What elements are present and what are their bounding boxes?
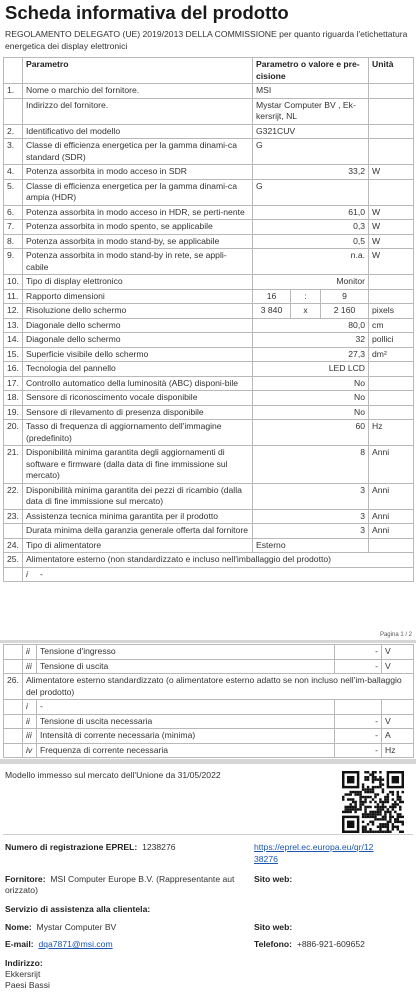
table-row bbox=[4, 376, 414, 391]
row-value: 33,2 bbox=[253, 165, 369, 180]
header-param: Parametro bbox=[23, 58, 253, 84]
row-parameter: Assistenza tecnica minima garantita per il prodotto bbox=[23, 509, 253, 524]
sub-index: iii bbox=[23, 729, 37, 744]
sub-value: - bbox=[335, 729, 382, 744]
row-value: G bbox=[253, 179, 369, 205]
row-unit: Anni bbox=[369, 509, 414, 524]
empty-cell bbox=[4, 645, 23, 660]
row-value: Mystar Computer BV , Ek-kersrijt, NL bbox=[253, 98, 369, 124]
supplier-site-label: Sito web: bbox=[254, 874, 293, 884]
sub-unit: V bbox=[382, 714, 414, 729]
market-date: Modello immesso sul mercato dell'Unione da 31/05/2022 bbox=[5, 770, 221, 780]
supplier-value: MSI Computer Europe B.V. (Rappresentante aut bbox=[50, 874, 235, 884]
empty-cell bbox=[4, 659, 23, 674]
row-parameter: Potenza assorbita in modo acceso in HDR, se perti-nente bbox=[23, 205, 253, 220]
row-value: 3 bbox=[253, 524, 369, 539]
row-number: 4. bbox=[4, 165, 23, 180]
row-parameter: Diagonale dello schermo bbox=[23, 333, 253, 348]
row-number: 2. bbox=[4, 124, 23, 139]
row-unit: pixels bbox=[369, 304, 414, 319]
table-header-row bbox=[4, 58, 414, 84]
sub-value: - bbox=[335, 645, 382, 660]
row-number: 20. bbox=[4, 420, 23, 446]
row-unit: W bbox=[369, 249, 414, 275]
empty-cell bbox=[4, 567, 23, 582]
resolution-separator: x bbox=[291, 304, 321, 319]
row-number: 8. bbox=[4, 234, 23, 249]
row-number: 23. bbox=[4, 509, 23, 524]
row-number: 1. bbox=[4, 84, 23, 99]
sub-row bbox=[4, 645, 414, 660]
sub-parameter: Tensione di uscita bbox=[37, 659, 335, 674]
divider bbox=[3, 834, 413, 835]
row-parameter: Potenza assorbita in modo spento, se applicabile bbox=[23, 220, 253, 235]
row-number: 19. bbox=[4, 405, 23, 420]
row-unit bbox=[369, 275, 414, 290]
eprel-link[interactable]: https://eprel.ec.europa.eu/qr/12 38276 bbox=[254, 842, 374, 864]
row-value: 8 bbox=[253, 446, 369, 484]
sub-row bbox=[4, 659, 414, 674]
sub-parameter: - bbox=[40, 568, 43, 579]
sub-unit bbox=[382, 700, 414, 715]
page-separator bbox=[0, 640, 416, 643]
row-unit bbox=[369, 139, 414, 165]
row-parameter: Durata minima della garanzia generale offerta dal fornitore bbox=[23, 524, 253, 539]
row-parameter: Diagonale dello schermo bbox=[23, 318, 253, 333]
row-25-sub bbox=[4, 567, 414, 582]
address-line-1: Ekkersrijt bbox=[5, 969, 41, 979]
page-title: Scheda informativa del prodotto bbox=[5, 2, 289, 23]
name-value: Mystar Computer BV bbox=[36, 922, 117, 932]
row-parameter: Alimentatore esterno standardizzato (o alimentatore esterno adatto se non incluso nell'im-ballaggio del prodotto) bbox=[23, 674, 414, 700]
supplier-label: Fornitore: bbox=[5, 874, 46, 884]
sub-unit: Hz bbox=[382, 743, 414, 758]
row-number: 14. bbox=[4, 333, 23, 348]
row-number: 26. bbox=[4, 674, 23, 700]
row-number: 10. bbox=[4, 275, 23, 290]
page-number: Pagina 1 / 2 bbox=[379, 632, 412, 638]
row-parameter: Potenza assorbita in modo stand-by in rete, se appli-cabile bbox=[23, 249, 253, 275]
address-label: Indirizzo: bbox=[5, 958, 43, 968]
row-parameter: Classe di efficienza energetica per la gamma dinami-ca ampia (HDR) bbox=[23, 179, 253, 205]
empty-cell bbox=[4, 743, 23, 758]
row-unit: Hz bbox=[369, 420, 414, 446]
table-row bbox=[4, 84, 414, 99]
row-unit bbox=[369, 391, 414, 406]
row-number: 11. bbox=[4, 289, 23, 304]
row-value: No bbox=[253, 391, 369, 406]
sub-index: iii bbox=[23, 659, 37, 674]
row-parameter: Potenza assorbita in modo acceso in SDR bbox=[23, 165, 253, 180]
row-number: 16. bbox=[4, 362, 23, 377]
phone-label: Telefono: bbox=[254, 939, 293, 949]
resolution-a: 3 840 bbox=[253, 304, 291, 319]
sub-value bbox=[335, 700, 382, 715]
row-unit bbox=[369, 289, 414, 304]
table-row bbox=[4, 234, 414, 249]
row-unit: cm bbox=[369, 318, 414, 333]
table-row bbox=[4, 347, 414, 362]
row-unit bbox=[369, 405, 414, 420]
row-value: Esterno bbox=[253, 538, 369, 553]
sub-index: ii bbox=[23, 645, 37, 660]
row-number bbox=[4, 98, 23, 124]
table-row bbox=[4, 524, 414, 539]
row-parameter: Alimentatore esterno (non standardizzato e incluso nell'imballaggio del prodotto) bbox=[23, 553, 414, 568]
table-row bbox=[4, 446, 414, 484]
row-value: G bbox=[253, 139, 369, 165]
ratio-separator: : bbox=[291, 289, 321, 304]
row-value: No bbox=[253, 405, 369, 420]
row-unit bbox=[369, 98, 414, 124]
table-row bbox=[4, 538, 414, 553]
ratio-a: 16 bbox=[253, 289, 291, 304]
row-parameter: Identificativo del modello bbox=[23, 124, 253, 139]
row-unit: Anni bbox=[369, 483, 414, 509]
row-parameter: Potenza assorbita in modo stand-by, se applicabile bbox=[23, 234, 253, 249]
row-parameter: Nome o marchio del fornitore. bbox=[23, 84, 253, 99]
row-number: 25. bbox=[4, 553, 23, 568]
sub-row bbox=[4, 700, 414, 715]
row-26 bbox=[4, 674, 414, 700]
row-unit: Anni bbox=[369, 446, 414, 484]
eprel-number: 1238276 bbox=[142, 842, 176, 852]
row-number: 18. bbox=[4, 391, 23, 406]
row-unit bbox=[369, 376, 414, 391]
table-row bbox=[4, 405, 414, 420]
row-value: 3 bbox=[253, 483, 369, 509]
sub-index: iv bbox=[23, 743, 37, 758]
row-parameter: Tecnologia del pannello bbox=[23, 362, 253, 377]
row-value: n.a. bbox=[253, 249, 369, 275]
email-label: E-mail: bbox=[5, 939, 34, 949]
row-unit: W bbox=[369, 165, 414, 180]
row-unit: W bbox=[369, 220, 414, 235]
table-row bbox=[4, 139, 414, 165]
sub-row bbox=[4, 714, 414, 729]
row-parameter: Disponibilità minima garantita degli aggiornamenti di software e firmware (dalla data di fine immissione sul mercato) bbox=[23, 446, 253, 484]
table-row bbox=[4, 362, 414, 377]
name-label: Nome: bbox=[5, 922, 32, 932]
sub-parameter: Tensione di uscita necessaria bbox=[37, 714, 335, 729]
row-parameter: Tasso di frequenza di aggiornamento dell'immagine (predefinito) bbox=[23, 420, 253, 446]
row-parameter: Sensore di rilevamento di presenza disponibile bbox=[23, 405, 253, 420]
row-parameter: Sensore di riconoscimento vocale disponibile bbox=[23, 391, 253, 406]
qr-code-icon[interactable] bbox=[342, 771, 404, 833]
row-parameter: Controllo automatico della luminosità (ABC) disponi-bile bbox=[23, 376, 253, 391]
header-value: Parametro o valore e pre-cisione bbox=[253, 58, 369, 84]
table-row bbox=[4, 420, 414, 446]
row-value: 0,5 bbox=[253, 234, 369, 249]
row-unit: Anni bbox=[369, 524, 414, 539]
header-unit: Unità bbox=[369, 58, 414, 84]
row-value: 80,0 bbox=[253, 318, 369, 333]
sub-parameter: Tensione d'ingresso bbox=[37, 645, 335, 660]
row-parameter: Classe di efficienza energetica per la gamma dinami-ca standard (SDR) bbox=[23, 139, 253, 165]
row-parameter: Superficie visibile dello schermo bbox=[23, 347, 253, 362]
row-value: 61,0 bbox=[253, 205, 369, 220]
row-number: 17. bbox=[4, 376, 23, 391]
row-value: 0,3 bbox=[253, 220, 369, 235]
sub-parameter: - bbox=[37, 700, 335, 715]
row-unit: W bbox=[369, 205, 414, 220]
row-parameter: Rapporto dimensioni bbox=[23, 289, 253, 304]
row-number: 9. bbox=[4, 249, 23, 275]
sub-value: - bbox=[335, 743, 382, 758]
empty-cell bbox=[4, 714, 23, 729]
row-number: 3. bbox=[4, 139, 23, 165]
row-number: 5. bbox=[4, 179, 23, 205]
sub-unit: V bbox=[382, 645, 414, 660]
row-value: No bbox=[253, 376, 369, 391]
info-table-page2 bbox=[3, 644, 414, 758]
row-value: 32 bbox=[253, 333, 369, 348]
table-row bbox=[4, 205, 414, 220]
table-row bbox=[4, 220, 414, 235]
table-row bbox=[4, 391, 414, 406]
resolution-b: 2 160 bbox=[321, 304, 369, 319]
row-number: 15. bbox=[4, 347, 23, 362]
row-parameter: Disponibilità minima garantita dei pezzi di ricambio (dalla data di fine immissione sul mercato) bbox=[23, 483, 253, 509]
table-row bbox=[4, 98, 414, 124]
row-unit: W bbox=[369, 234, 414, 249]
table-row bbox=[4, 275, 414, 290]
row-value: 27,3 bbox=[253, 347, 369, 362]
row-value: LED LCD bbox=[253, 362, 369, 377]
info-table-page1 bbox=[3, 57, 414, 582]
ratio-b: 9 bbox=[321, 289, 369, 304]
service-label: Servizio di assistenza alla clientela: bbox=[5, 904, 151, 914]
sub-value: - bbox=[335, 659, 382, 674]
row-unit bbox=[369, 538, 414, 553]
sub-unit: A bbox=[382, 729, 414, 744]
row-unit: pollici bbox=[369, 333, 414, 348]
row-number: 21. bbox=[4, 446, 23, 484]
service-site-label: Sito web: bbox=[254, 922, 293, 932]
sub-value: - bbox=[335, 714, 382, 729]
regulation-subtitle: REGOLAMENTO DELEGATO (UE) 2019/2013 DELLA COMMISSIONE per quanto riguarda l'etichettatura energetica dei display elettronici bbox=[5, 29, 408, 51]
resolution-row bbox=[4, 304, 414, 319]
eprel-label: Numero di registrazione EPREL: bbox=[5, 842, 138, 852]
table-row bbox=[4, 249, 414, 275]
row-unit bbox=[369, 179, 414, 205]
email-link[interactable]: dqa7871@msi.com bbox=[38, 939, 113, 949]
row-value: 60 bbox=[253, 420, 369, 446]
phone-value: +886-921-609652 bbox=[296, 939, 365, 949]
row-number: 12. bbox=[4, 304, 23, 319]
table-row bbox=[4, 165, 414, 180]
row-number bbox=[4, 524, 23, 539]
row-number: 7. bbox=[4, 220, 23, 235]
sub-parameter: Intensità di corrente necessaria (minima) bbox=[37, 729, 335, 744]
row-parameter: Indirizzo del fornitore. bbox=[23, 98, 253, 124]
table-row bbox=[4, 124, 414, 139]
table-row bbox=[4, 483, 414, 509]
row-value: 3 bbox=[253, 509, 369, 524]
row-parameter: Risoluzione dello schermo bbox=[23, 304, 253, 319]
row-value: MSI bbox=[253, 84, 369, 99]
table-row bbox=[4, 179, 414, 205]
table-row bbox=[4, 509, 414, 524]
sub-cell bbox=[23, 567, 414, 582]
row-number: 6. bbox=[4, 205, 23, 220]
row-unit bbox=[369, 84, 414, 99]
row-unit bbox=[369, 362, 414, 377]
sub-row bbox=[4, 743, 414, 758]
supplier-value-cont: orizzato) bbox=[5, 885, 38, 895]
sub-index: i bbox=[26, 568, 28, 579]
empty-cell bbox=[4, 700, 23, 715]
sub-index: i bbox=[23, 700, 37, 715]
sub-unit: V bbox=[382, 659, 414, 674]
row-number: 22. bbox=[4, 483, 23, 509]
table-row bbox=[4, 318, 414, 333]
row-value: G321CUV bbox=[253, 124, 369, 139]
sub-index: ii bbox=[23, 714, 37, 729]
row-25 bbox=[4, 553, 414, 568]
row-number: 24. bbox=[4, 538, 23, 553]
ratio-row bbox=[4, 289, 414, 304]
sub-parameter: Frequenza di corrente necessaria bbox=[37, 743, 335, 758]
empty-cell bbox=[4, 729, 23, 744]
row-unit: dm² bbox=[369, 347, 414, 362]
row-value: Monitor bbox=[253, 275, 369, 290]
footer-section bbox=[0, 764, 416, 998]
row-parameter: Tipo di display elettronico bbox=[23, 275, 253, 290]
row-number: 13. bbox=[4, 318, 23, 333]
table-row bbox=[4, 333, 414, 348]
row-unit bbox=[369, 124, 414, 139]
address-line-2: Paesi Bassi bbox=[5, 980, 50, 990]
sub-row bbox=[4, 729, 414, 744]
row-parameter: Tipo di alimentatore bbox=[23, 538, 253, 553]
